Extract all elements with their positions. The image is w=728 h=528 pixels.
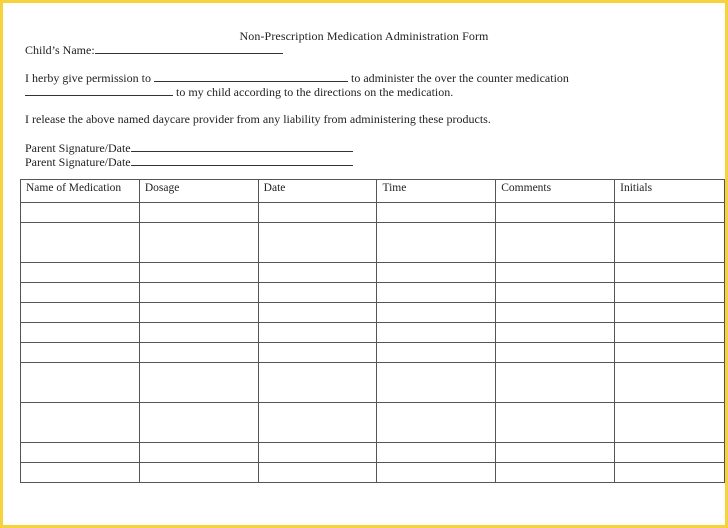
permission-row-2 bbox=[25, 84, 453, 100]
table-cell[interactable] bbox=[377, 403, 496, 443]
table-row bbox=[21, 203, 725, 223]
parent-signature-label: Parent Signature/Date bbox=[25, 141, 131, 155]
table-cell[interactable] bbox=[615, 203, 725, 223]
table-cell[interactable] bbox=[258, 463, 377, 483]
table-cell[interactable] bbox=[258, 203, 377, 223]
table-cell[interactable] bbox=[258, 283, 377, 303]
table-cell[interactable] bbox=[258, 343, 377, 363]
table-cell[interactable] bbox=[377, 443, 496, 463]
table-cell[interactable] bbox=[139, 303, 258, 323]
table-row bbox=[21, 283, 725, 303]
table-cell[interactable] bbox=[21, 203, 140, 223]
table-cell[interactable] bbox=[139, 323, 258, 343]
table-cell[interactable] bbox=[496, 443, 615, 463]
table-row bbox=[21, 263, 725, 283]
provider-name-field[interactable] bbox=[154, 70, 348, 82]
table-cell[interactable] bbox=[377, 463, 496, 483]
table-cell[interactable] bbox=[496, 223, 615, 263]
parent-signature-field[interactable] bbox=[131, 154, 353, 166]
form-title: Non-Prescription Medication Administration Form bbox=[239, 29, 489, 43]
table-cell[interactable] bbox=[377, 343, 496, 363]
table-cell[interactable] bbox=[139, 343, 258, 363]
table-row bbox=[21, 463, 725, 483]
table-cell[interactable] bbox=[21, 283, 140, 303]
table-cell[interactable] bbox=[615, 443, 725, 463]
table-cell[interactable] bbox=[21, 223, 140, 263]
table-cell[interactable] bbox=[21, 443, 140, 463]
medication-field[interactable] bbox=[25, 84, 173, 96]
table-cell[interactable] bbox=[258, 363, 377, 403]
parent-signature-row-2 bbox=[25, 154, 353, 170]
child-name-label: Child’s Name: bbox=[25, 43, 95, 57]
table-row bbox=[21, 443, 725, 463]
table-cell[interactable] bbox=[139, 263, 258, 283]
table-cell[interactable] bbox=[258, 303, 377, 323]
child-name-field[interactable] bbox=[95, 42, 283, 54]
table-cell[interactable] bbox=[377, 203, 496, 223]
table-cell[interactable] bbox=[615, 403, 725, 443]
table-cell[interactable] bbox=[615, 323, 725, 343]
table-cell[interactable] bbox=[496, 323, 615, 343]
table-cell[interactable] bbox=[258, 443, 377, 463]
table-row bbox=[21, 343, 725, 363]
table-cell[interactable] bbox=[496, 463, 615, 483]
table-cell[interactable] bbox=[615, 263, 725, 283]
table-header-row bbox=[21, 180, 725, 203]
table-cell[interactable] bbox=[615, 463, 725, 483]
table-cell[interactable] bbox=[21, 363, 140, 403]
table-cell[interactable] bbox=[21, 343, 140, 363]
table-cell[interactable] bbox=[615, 223, 725, 263]
table-cell[interactable] bbox=[615, 303, 725, 323]
table-cell[interactable] bbox=[496, 203, 615, 223]
parent-signature-field[interactable] bbox=[131, 140, 353, 152]
header-dosage: Dosage bbox=[139, 180, 258, 203]
table-cell[interactable] bbox=[615, 363, 725, 403]
table-cell[interactable] bbox=[258, 223, 377, 263]
table-row bbox=[21, 403, 725, 443]
table-cell[interactable] bbox=[139, 443, 258, 463]
table-row bbox=[21, 323, 725, 343]
table-cell[interactable] bbox=[496, 283, 615, 303]
header-initials: Initials bbox=[615, 180, 725, 203]
table-cell[interactable] bbox=[377, 323, 496, 343]
table-cell[interactable] bbox=[496, 263, 615, 283]
table-cell[interactable] bbox=[139, 223, 258, 263]
header-time: Time bbox=[377, 180, 496, 203]
table-cell[interactable] bbox=[139, 203, 258, 223]
table-cell[interactable] bbox=[21, 303, 140, 323]
release-statement: I release the above named daycare provider from any liability from administering these products. bbox=[25, 112, 491, 126]
permission-prefix: I herby give permission to bbox=[25, 71, 151, 85]
table-cell[interactable] bbox=[377, 283, 496, 303]
table-cell[interactable] bbox=[21, 463, 140, 483]
table-cell[interactable] bbox=[377, 303, 496, 323]
permission-mid: to administer the over the counter medication bbox=[350, 71, 569, 85]
table-cell[interactable] bbox=[496, 403, 615, 443]
parent-signature-label: Parent Signature/Date bbox=[25, 155, 131, 169]
child-name-row bbox=[25, 42, 283, 58]
header-comments: Comments bbox=[496, 180, 615, 203]
table-cell[interactable] bbox=[377, 363, 496, 403]
table-cell[interactable] bbox=[377, 223, 496, 263]
header-date: Date bbox=[258, 180, 377, 203]
medication-log-table bbox=[20, 179, 725, 483]
table-cell[interactable] bbox=[21, 403, 140, 443]
table-cell[interactable] bbox=[139, 403, 258, 443]
table-row bbox=[21, 223, 725, 263]
table-cell[interactable] bbox=[496, 343, 615, 363]
table-cell[interactable] bbox=[615, 343, 725, 363]
permission-suffix: to my child according to the directions on the medication. bbox=[176, 85, 454, 99]
header-name-of-medication: Name of Medication bbox=[21, 180, 140, 203]
table-cell[interactable] bbox=[139, 363, 258, 403]
table-cell[interactable] bbox=[258, 323, 377, 343]
table-row bbox=[21, 303, 725, 323]
table-cell[interactable] bbox=[258, 403, 377, 443]
table-cell[interactable] bbox=[258, 263, 377, 283]
table-cell[interactable] bbox=[615, 283, 725, 303]
table-cell[interactable] bbox=[139, 283, 258, 303]
table-cell[interactable] bbox=[496, 363, 615, 403]
table-cell[interactable] bbox=[139, 463, 258, 483]
table-cell[interactable] bbox=[377, 263, 496, 283]
form-page bbox=[3, 3, 725, 525]
table-cell[interactable] bbox=[496, 303, 615, 323]
table-row bbox=[21, 363, 725, 403]
table-cell[interactable] bbox=[21, 323, 140, 343]
table-cell[interactable] bbox=[21, 263, 140, 283]
